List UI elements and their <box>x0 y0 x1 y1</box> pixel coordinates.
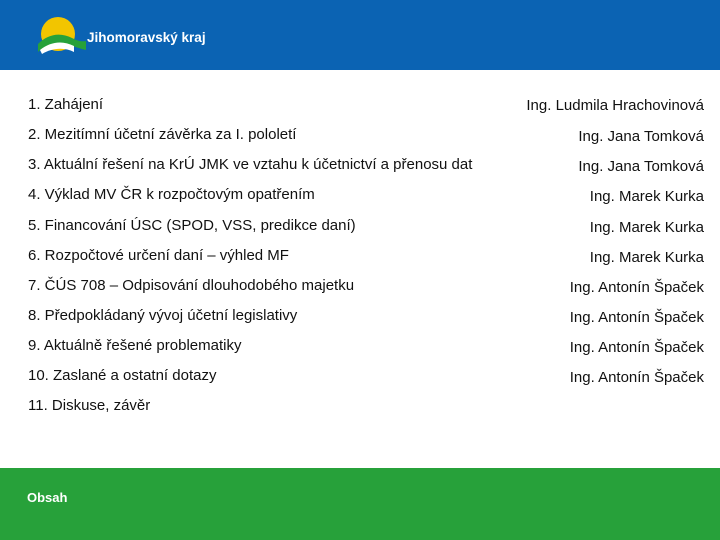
brand-name: Jihomoravský kraj <box>87 30 206 45</box>
footer-label: Obsah <box>27 490 68 505</box>
agenda-presenter: Ing. Antonín Špaček <box>569 339 704 356</box>
agenda-item: 1. Zahájení <box>28 96 104 113</box>
agenda-presenter: Ing. Marek Kurka <box>589 188 704 205</box>
agenda-presenter: Ing. Antonín Špaček <box>569 279 704 296</box>
agenda-item: 10. Zaslané a ostatní dotazy <box>28 367 217 384</box>
agenda-presenter: Ing. Jana Tomková <box>578 158 704 175</box>
agenda-item: 11. Diskuse, závěr <box>28 397 151 414</box>
agenda-presenter: Ing. Antonín Špaček <box>569 369 704 386</box>
agenda-presenter: Ing. Antonín Špaček <box>569 309 704 326</box>
agenda-item: 6. Rozpočtové určení daní – výhled MF <box>28 247 289 264</box>
agenda-presenter: Ing. Marek Kurka <box>589 249 704 266</box>
agenda-presenter: Ing. Ludmila Hrachovinová <box>526 97 704 114</box>
agenda-presenter: Ing. Marek Kurka <box>589 219 704 236</box>
agenda-item: 4. Výklad MV ČR k rozpočtovým opatřením <box>28 186 315 203</box>
agenda-item: 8. Předpokládaný vývoj účetní legislativy <box>28 307 298 324</box>
agenda-presenter: Ing. Jana Tomková <box>578 128 704 145</box>
footer-band <box>0 468 720 540</box>
agenda-item: 3. Aktuální řešení na KrÚ JMK ve vztahu k účetnictví a přenosu dat <box>28 156 473 173</box>
agenda-item: 9. Aktuálně řešené problematiky <box>28 337 242 354</box>
agenda-item: 7. ČÚS 708 – Odpisování dlouhodobého majetku <box>28 277 355 294</box>
agenda-item: 5. Financování ÚSC (SPOD, VSS, predikce daní) <box>28 217 356 234</box>
agenda-item: 2. Mezitímní účetní závěrka za I. pololetí <box>28 126 297 143</box>
